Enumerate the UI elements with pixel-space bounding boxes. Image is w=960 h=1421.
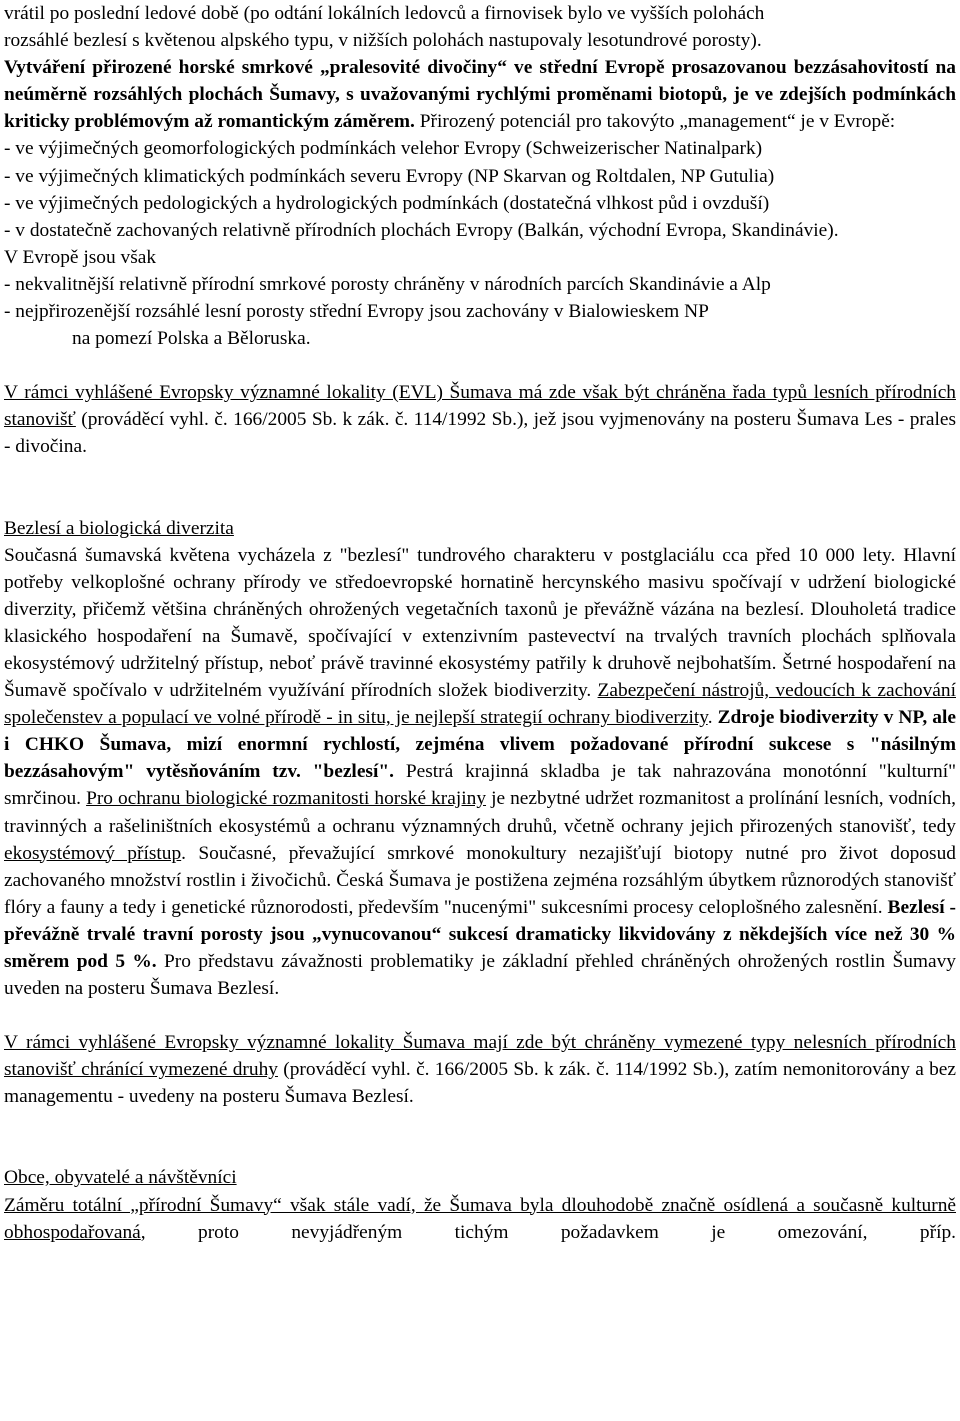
intro-paragraph [4, 0, 956, 135]
list-item-continuation: na pomezí Polska a Běloruska. [72, 328, 311, 350]
section-heading-diverzita: Bezlesí a biologická diverzita [4, 517, 234, 539]
list-item: - ve výjimečných pedologických a hydrologických podmínkách (dostatečná vlhkost půd i ovzduší) [4, 192, 770, 214]
evl2-underlined-text: V rámci vyhlášené Evropsky významné lokality Šumava mají zde být chráněny vymezené typy nelesních přírodních stanovišť chránící vymezené druhy [4, 1032, 956, 1081]
list-item: - ve výjimečných klimatických podmínkách severu Evropy (NP Skarvan og Roltdalen, NP Gutulia) [4, 165, 775, 187]
list-item: - v dostatečně zachovaných relativně přírodních plochách Evropy (Balkán, východní Evropa, Skandinávie). [4, 219, 839, 241]
document-page [4, 0, 956, 1246]
intro-bold-statement: Vytváření přirozené horské smrkové „pralesovité divočiny“ ve střední Evropě prosazovanou bezzásahovitostí na neúměrně rozsáhlých plochách Šumavy, s uvažovanými rychlými proměnami biotopů, je ve zdejších podmínkách kriticky problémovým až romantickým záměrem. [4, 57, 956, 133]
intro-tail: Přirozený potenciál pro takovýto „management“ je v Evropě: [414, 111, 896, 133]
list-item: - nekvalitnější relativně přírodní smrkové porosty chráněny v národních parcích Skandinávie a Alp [4, 273, 771, 295]
obce-paragraph [4, 1192, 956, 1246]
obce-underlined-text: Záměru totální „přírodní Šumavy“ však stále vadí, že Šumava byla dlouhodobě značně osídlená a současně kulturně obhospodařovaná [4, 1194, 956, 1243]
diverzita-text-1: Současná šumavská květena vycházela z "bezlesí" tundrového charakteru v postglaciálu cca před 10 000 lety. Hlavní potřeby velkoplošné ochrany přírody ve středoevropské hornatině hercynského masivu spočívají v udržení biologické diverzity, přičemž většina chráněných ohrožených vegetačních taxonů je převážně vázána na bezlesí. Dlouholetá tradice klasického hospodaření na Šumavě, spočívající v extenzivním pastevectví na trvalých travních plochách splňovala ekosystémový udržitelný přístup, neboť právě travinné ekosystémy patřily k druhově nejbohatším. Šetrné hospodaření na Šumavě spočívalo v udržitelném využívání přírodních složek biodiverzity. [4, 544, 956, 702]
diverzita-text-5: . Současné, převažující smrkové monokultury nezajišťují biotopy nutné pro život doposud zachovaného množství rostlin i živočichů. Česká Šumava je postižena zejména rozsáhlým úbytkem různorodých stanovišť flóry a fauny a tedy i genetické různorodosti, především "nucenými" sukcesními procesy celoplošného zalesnění. [4, 842, 956, 918]
list-item: - nejpřirozenější rozsáhlé lesní porosty střední Evropy jsou zachovány v Bialowieskem NP [4, 301, 709, 323]
diverzita-bold-2: Bezlesí - převážně trvalé travní porosty jsou „vynucovanou“ sukcesí dramaticky likvidovány z někdejších více než 30 % směrem pod 5 %. [4, 896, 956, 972]
diverzita-text-3: Pestrá krajinná skladba je tak nahrazována monotónní "kulturní" smrčinou. [4, 761, 957, 810]
diverzita-underlined-3: ekosystémový přístup [4, 842, 182, 864]
intro-line-2: rozsáhlé bezlesí s květenou alpského typu, v nižších polohách nastupovaly lesotundrové porosty). [4, 30, 762, 52]
list-item: - ve výjimečných geomorfologických podmínkách velehor Evropy (Schweizerischer Natinalpark) [4, 138, 763, 160]
diverzita-underlined-1: Zabezpečení nástrojů, vedoucích k zachování společenstev a populací ve volné přírodě - in situ, je nejlepší strategií ochrany biodiverzity [4, 680, 956, 729]
diverzita-text-4: je nezbytné udržet rozmanitost a prolínání lesních, vodních, travinných a rašeliništních ekosystémů a ochranu významných druhů, včetně ochrany jejich přirozených stanovišť, tedy [4, 788, 956, 837]
evl2-text: (prováděcí vyhl. č. 166/2005 Sb. k zák. č. 114/1992 Sb.), zatím nemonitorovány a bez managementu - uvedeny na posteru Šumava Bezlesí. [4, 1059, 956, 1108]
diverzita-text-6: Pro představu závažnosti problematiky je základní přehled chráněných ohrožených rostlin Šumavy uveden na posteru Šumava Bezlesí. [4, 951, 956, 1000]
evl2-paragraph [4, 1029, 956, 1110]
diverzita-bold-1: Zdroje biodiverzity v NP, ale i CHKO Šumava, mizí enormní rychlostí, zejména vlivem požadované přírodní sukcese s "násilným bezzásahovým" vytěsňováním tzv. "bezlesí". [4, 707, 957, 783]
evl-paragraph [4, 379, 956, 460]
diverzita-underlined-2: Pro ochranu biologické rozmanitosti horské krajiny [86, 788, 487, 810]
europe-intro: V Evropě jsou však [4, 246, 157, 268]
intro-line-1: vrátil po poslední ledové době (po odtání lokálních ledovců a firnovisek bylo ve vyšších polohách [4, 3, 765, 24]
diverzita-text-2: . [707, 707, 718, 729]
evl-underlined-text: V rámci vyhlášené Evropsky významné lokality (EVL) Šumava má zde však být chráněna řada typů lesních přírodních stanovišť [4, 382, 956, 431]
evl-text: (prováděcí vyhl. č. 166/2005 Sb. k zák. č. 114/1992 Sb.), jež jsou vyjmenovány na posteru Šumava Les - prales - divočina. [4, 409, 956, 458]
obce-text: , proto nevyjádřeným tichým požadavkem je omezování, příp. [140, 1221, 956, 1243]
diverzita-paragraph [4, 542, 956, 1003]
section-heading-obce: Obce, obyvatelé a návštěvníci [4, 1167, 237, 1189]
